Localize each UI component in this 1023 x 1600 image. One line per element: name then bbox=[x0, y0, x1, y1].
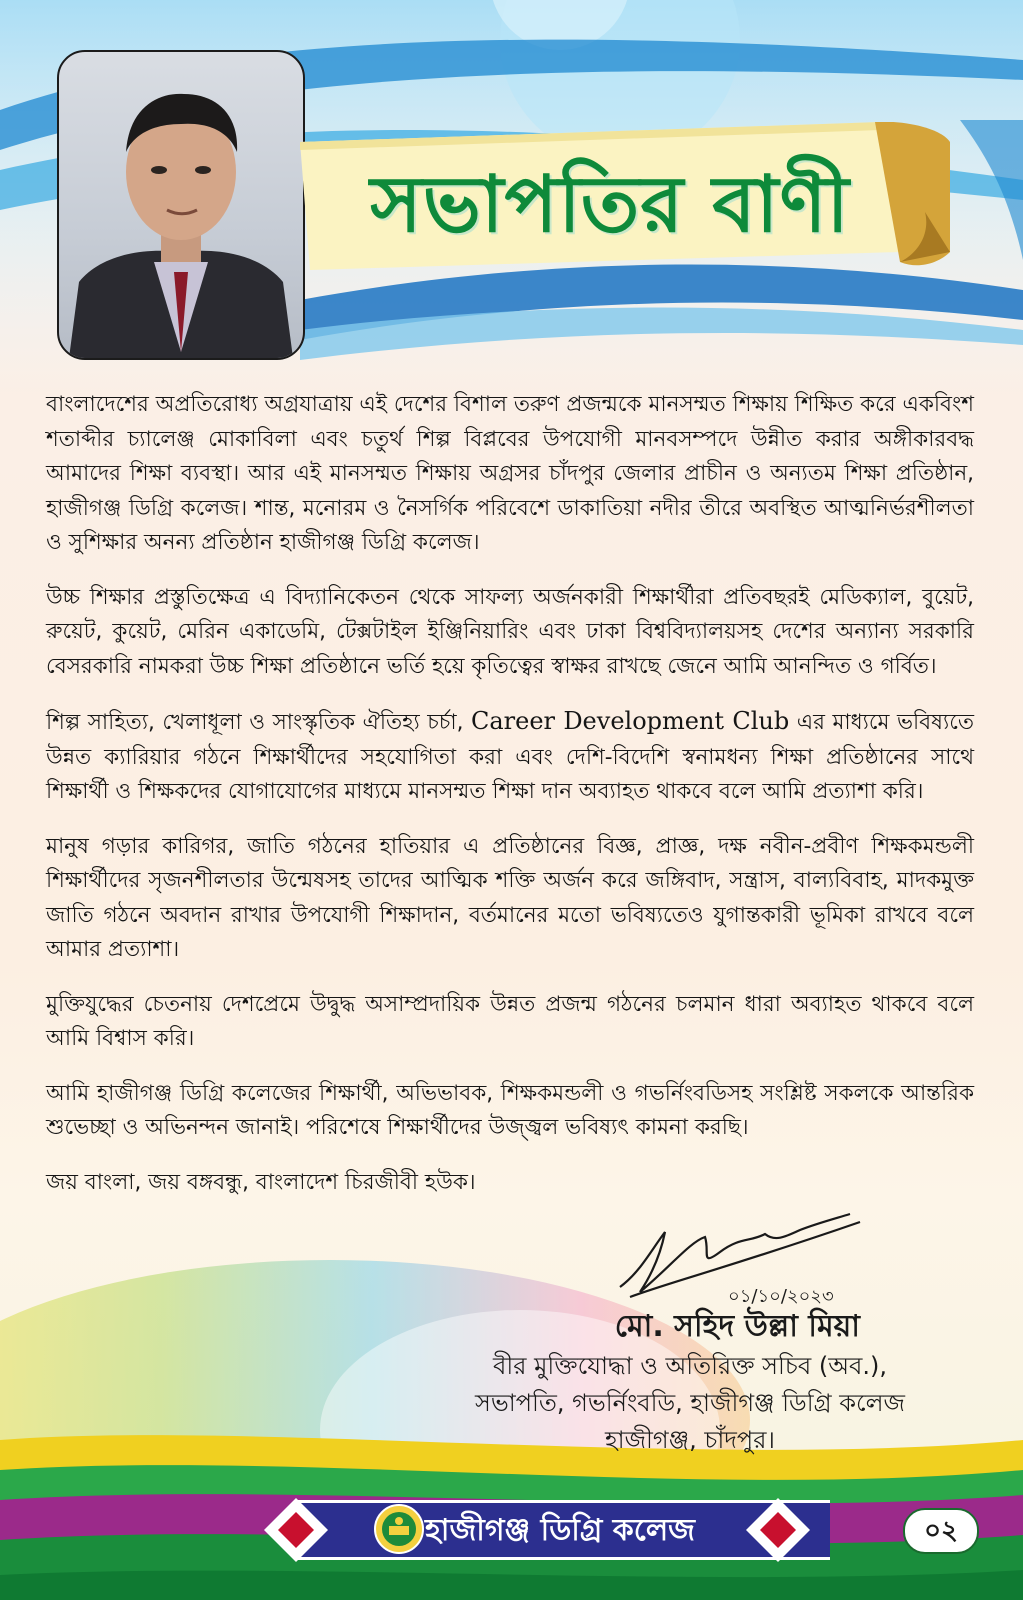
paragraph bbox=[46, 830, 974, 968]
paragraph bbox=[46, 1077, 974, 1146]
portrait-photo bbox=[57, 50, 305, 360]
paragraph-text: মানুষ গড়ার কারিগর, জাতি গঠনের হাতিয়ার এ প্রতিষ্ঠানের বিজ্ঞ, প্রাজ্ঞ, দক্ষ নবীন-প্রবীণ শিক্ষকমন্ডলী শিক্ষার্থীদের সৃজনশীলতার উন্মেষসহ তাদের আত্মিক শক্তি অর্জন করে জঙ্গিবাদ, সন্ত্রাস, বাল্যবিবাহ, মাদকমুক্ত জাতি গঠনে অবদান রাখার উপযোগী শিক্ষাদান, বর্তমানের মতো ভবিষ্যতেও যুগান্তকারী ভূমিকা রাখবে বলে আমার প্রত্যাশা। bbox=[46, 833, 974, 962]
diamond-ornament-icon bbox=[262, 1496, 330, 1564]
paragraph bbox=[46, 704, 974, 810]
page-number: ০২ bbox=[903, 1508, 979, 1554]
paragraph bbox=[46, 581, 974, 685]
signatory-name: মো. সহিদ উল্লা মিয়া bbox=[614, 1309, 860, 1344]
portrait-illustration bbox=[59, 52, 303, 358]
paragraph-text: আমি হাজীগঞ্জ ডিগ্রি কলেজের শিক্ষার্থী, অভিভাবক, শিক্ষকমন্ডলী ও গভর্নিংবডিসহ সংশ্লিষ্ট সকলকে আন্তরিক শুভেচ্ছা ও অভিনন্দন জানাই। পরিশেষে শিক্ষার্থীদের উজ্জ্বল ভবিষ্যৎ কামনা করছি। bbox=[46, 1080, 974, 1140]
footer-college-name: হাজীগঞ্জ ডিগ্রি কলেজ bbox=[425, 1513, 696, 1548]
diamond-ornament-icon bbox=[744, 1496, 812, 1564]
paragraph-english-text: Career Development Club bbox=[470, 707, 790, 735]
paragraph-text: উচ্চ শিক্ষার প্রস্তুতিক্ষেত্র এ বিদ্যানিকেতন থেকে সাফল্য অর্জনকারী শিক্ষার্থীরা প্রতিবছরই মেডিক্যাল, বুয়েট, রুয়েট, কুয়েট, মেরিন একাডেমি, টেক্সটাইল ইঞ্জিনিয়ারিং এবং ঢাকা বিশ্ববিদ্যালয়সহ দেশের অন্যান্য সরকারি বেসরকারি নামকরা উচ্চ শিক্ষা প্রতিষ্ঠানে ভর্তি হয়ে কৃতিত্বের স্বাক্ষর রাখছে জেনে আমি আনন্দিত ও গর্বিত। bbox=[46, 584, 974, 679]
signature-date: ০১/১০/২০২৩ bbox=[728, 1286, 834, 1307]
message-body bbox=[46, 388, 974, 1220]
college-emblem-icon bbox=[374, 1504, 424, 1554]
paragraph-text: বাংলাদেশের অপ্রতিরোধ্য অগ্রযাত্রায় এই দেশের বিশাল তরুণ প্রজন্মকে মানসম্মত শিক্ষায় শিক্ষিত করে একবিংশ শতাব্দীর চ্যালেঞ্জ মোকাবিলা এবং চতুর্থ শিল্প বিপ্লবের উপযোগী মানবসম্পদে উন্নীত করার অঙ্গীকারবদ্ধ আমাদের শিক্ষা ব্যবস্থা। আর এই মানসম্মত শিক্ষায় অগ্রসর চাঁদপুর জেলার প্রাচীন ও অন্যতম শিক্ষা প্রতিষ্ঠান, হাজীগঞ্জ ডিগ্রি কলেজ। শান্ত, মনোরম ও নৈসর্গিক পরিবেশে ডাকাতিয়া নদীর তীরে অবস্থিত আত্মনির্ভরশীলতা ও সুশিক্ষার অনন্য প্রতিষ্ঠান হাজীগঞ্জ ডিগ্রি কলেজ। bbox=[46, 392, 974, 555]
paragraph-text-continued: এর মাধ্যমে ভবিষ্যতে উন্নত ক্যারিয়ার গঠনে শিক্ষার্থীদের সহযোগিতা করা এবং দেশি-বিদেশি স্বনামধন্য শিক্ষা প্রতিষ্ঠানের সাথে শিক্ষার্থী ও শিক্ষকদের যোগাযোগের মাধ্যমে মানসম্মত শিক্ষা দান অব্যাহত থাকবে বলে আমি প্রত্যাশা করি। bbox=[46, 710, 974, 804]
paragraph-text: শিল্প সাহিত্য, খেলাধূলা ও সাংস্কৃতিক ঐতিহ্য চর্চা, bbox=[46, 710, 471, 735]
designation-line: হাজীগঞ্জ, চাঁদপুর। bbox=[605, 1426, 775, 1454]
paragraph-text: মুক্তিযুদ্ধের চেতনায় দেশপ্রেমে উদ্বুদ্ধ অসাম্প্রদায়িক উন্নত প্রজন্ম গঠনের চলমান ধারা অব্যাহত থাকবে বলে আমি বিশ্বাস করি। bbox=[46, 991, 974, 1051]
page-title: সভাপতির বাণী bbox=[370, 160, 850, 250]
designation-line: সভাপতি, গভর্নিংবডি, হাজীগঞ্জ ডিগ্রি কলেজ bbox=[475, 1389, 905, 1417]
designation-line: বীর মুক্তিযোদ্ধা ও অতিরিক্ত সচিব (অব.), bbox=[493, 1352, 887, 1380]
signatory-designation bbox=[420, 1348, 960, 1459]
paragraph bbox=[46, 988, 974, 1057]
paragraph bbox=[46, 388, 974, 561]
paragraph-text: জয় বাংলা, জয় বঙ্গবন্ধু, বাংলাদেশ চিরজীবী হউক। bbox=[46, 1169, 476, 1195]
closing-slogan bbox=[46, 1166, 974, 1201]
